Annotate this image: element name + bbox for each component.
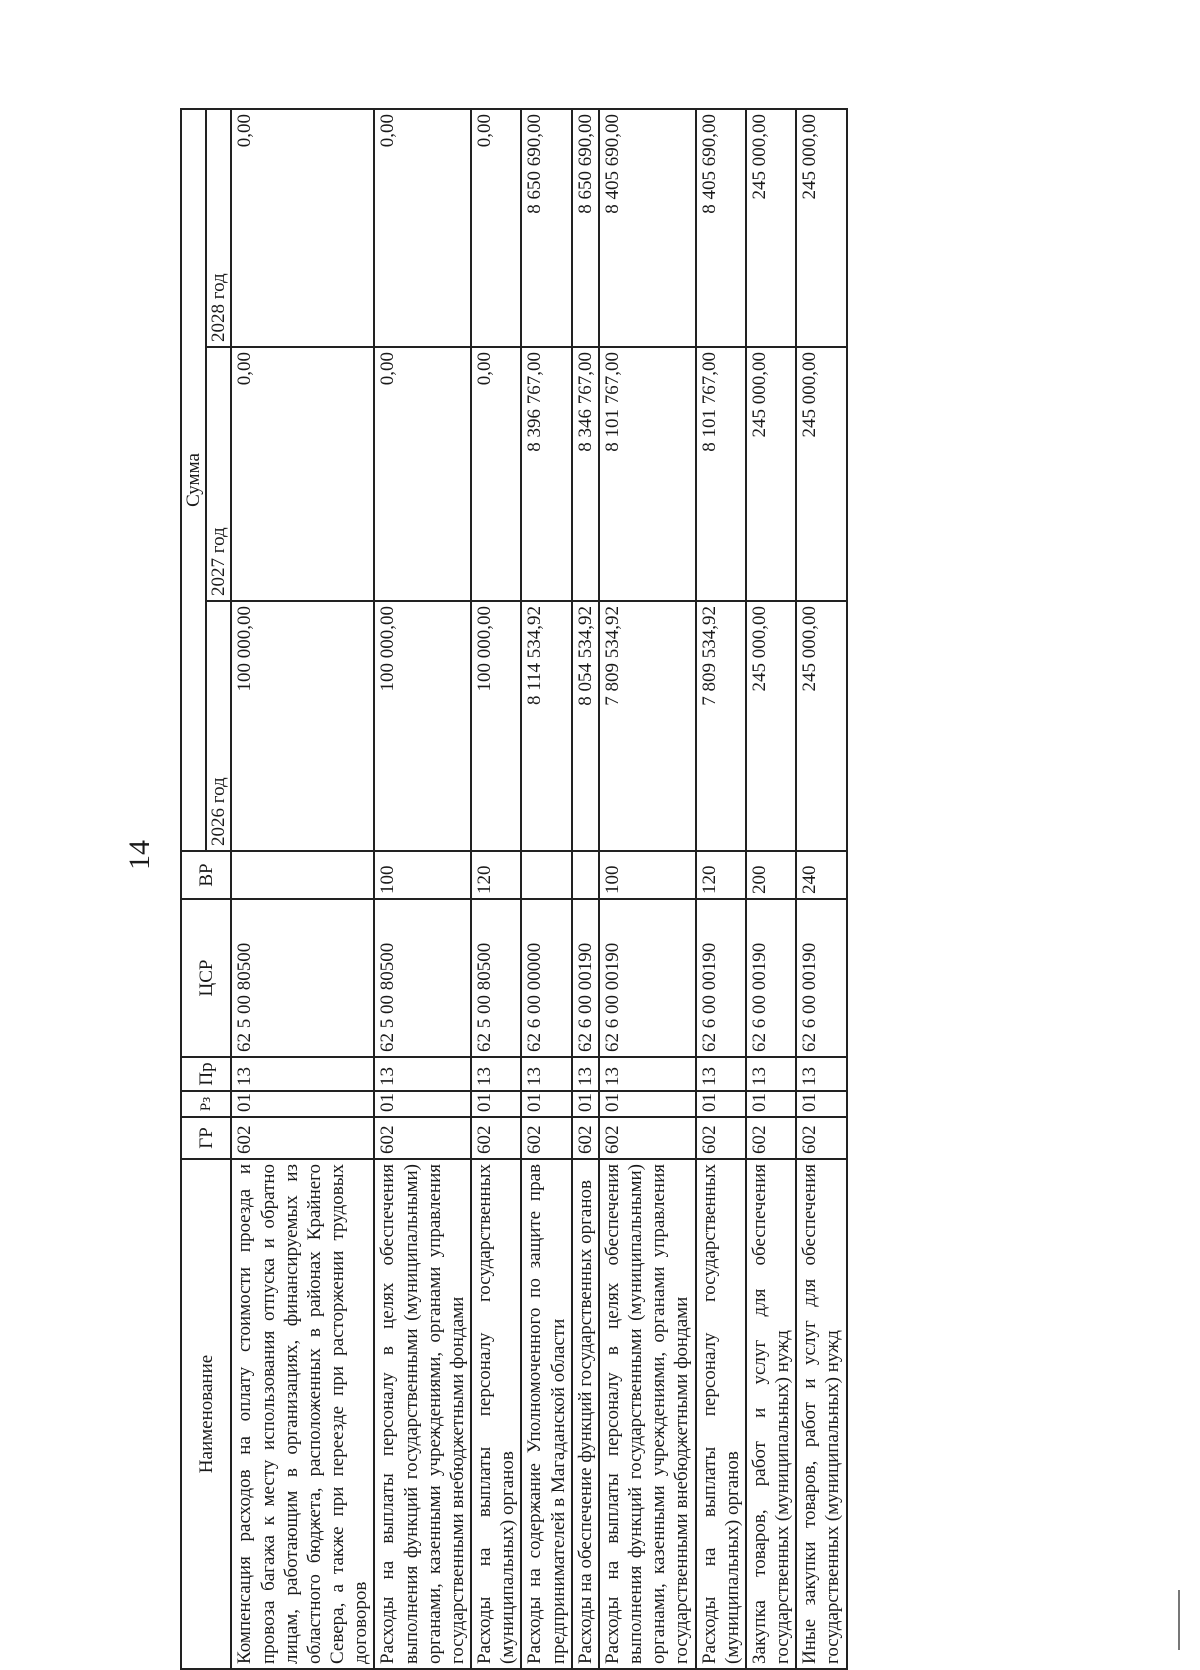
row-sum-2026: 100 000,00 [471, 601, 521, 851]
row-sum-2028: 0,00 [374, 109, 471, 347]
row-vr [572, 851, 599, 899]
table-row [696, 109, 746, 1669]
row-csr: 62 6 00 00190 [696, 899, 746, 1057]
row-pr: 13 [746, 1057, 796, 1091]
row-gr: 602 [746, 1117, 796, 1159]
row-gr: 602 [696, 1117, 746, 1159]
header-rz: Рз [181, 1091, 231, 1117]
row-sum-2027: 8 101 767,00 [599, 347, 696, 601]
row-pr: 13 [696, 1057, 746, 1091]
row-vr: 120 [471, 851, 521, 899]
row-rz: 01 [521, 1091, 571, 1117]
row-sum-2028: 8 405 690,00 [599, 109, 696, 347]
header-pr: Пр [181, 1057, 231, 1091]
row-sum-2028: 8 650 690,00 [572, 109, 599, 347]
table-row [796, 109, 846, 1669]
row-name: Расходы на выплаты персоналу государственных (муниципальных) органов [696, 1159, 746, 1669]
header-row-1 [181, 109, 206, 1669]
row-name: Компенсация расходов на оплату стоимости проезда и провоза багажа к месту использования отпуска и обратно лицам, работающим в организациях, финансируемых из областного бюджета, расположенных в районах Крайнего Севера, а также при переезде при расторжении трудовых договоров [231, 1159, 374, 1669]
row-sum-2027: 245 000,00 [796, 347, 846, 601]
row-sum-2028: 8 405 690,00 [696, 109, 746, 347]
row-sum-2027: 0,00 [374, 347, 471, 601]
row-csr: 62 5 00 80500 [231, 899, 374, 1057]
row-sum-2028: 245 000,00 [746, 109, 796, 347]
row-sum-2027: 245 000,00 [746, 347, 796, 601]
header-name: Наименование [181, 1159, 231, 1669]
table-row [521, 109, 571, 1669]
row-csr: 62 6 00 00190 [796, 899, 846, 1057]
row-rz: 01 [374, 1091, 471, 1117]
header-year-2027: 2027 год [206, 347, 231, 601]
table-body [231, 109, 846, 1669]
header-year-2026: 2026 год [206, 601, 231, 851]
row-pr: 13 [231, 1057, 374, 1091]
table-row [572, 109, 599, 1669]
row-vr: 100 [599, 851, 696, 899]
row-rz: 01 [796, 1091, 846, 1117]
row-pr: 13 [374, 1057, 471, 1091]
table-row [374, 109, 471, 1669]
row-rz: 01 [696, 1091, 746, 1117]
header-vr: ВР [181, 851, 231, 899]
row-name: Расходы на выплаты персоналу государственных (муниципальных) органов [471, 1159, 521, 1669]
row-gr: 602 [599, 1117, 696, 1159]
row-pr: 13 [572, 1057, 599, 1091]
header-csr: ЦСР [181, 899, 231, 1057]
row-csr: 62 6 00 00190 [599, 899, 696, 1057]
row-name: Расходы на обеспечение функций государственных органов [572, 1159, 599, 1669]
table-row [471, 109, 521, 1669]
header-gr: ГР [181, 1117, 231, 1159]
row-pr: 13 [599, 1057, 696, 1091]
row-pr: 13 [796, 1057, 846, 1091]
row-sum-2027: 8 346 767,00 [572, 347, 599, 601]
row-csr: 62 6 00 00190 [572, 899, 599, 1057]
row-name: Расходы на выплаты персоналу в целях обеспечения выполнения функций государственными (муниципальными) органами, казенными учреждениями, органами управления государственными внебюджетными фондами [599, 1159, 696, 1669]
row-rz: 01 [599, 1091, 696, 1117]
rotated-table-container [180, 110, 1010, 1670]
row-rz: 01 [471, 1091, 521, 1117]
row-csr: 62 6 00 00190 [746, 899, 796, 1057]
row-name: Расходы на содержание Уполномоченного по защите прав предпринимателей в Магаданской области [521, 1159, 571, 1669]
row-sum-2028: 8 650 690,00 [521, 109, 571, 347]
row-sum-2028: 245 000,00 [796, 109, 846, 347]
row-vr: 200 [746, 851, 796, 899]
row-gr: 602 [374, 1117, 471, 1159]
row-csr: 62 6 00 00000 [521, 899, 571, 1057]
scan-mark [1178, 1590, 1180, 1650]
row-gr: 602 [521, 1117, 571, 1159]
row-csr: 62 5 00 80500 [374, 899, 471, 1057]
row-gr: 602 [572, 1117, 599, 1159]
row-sum-2027: 0,00 [231, 347, 374, 601]
row-sum-2026: 8 054 534,92 [572, 601, 599, 851]
row-pr: 13 [471, 1057, 521, 1091]
row-vr [231, 851, 374, 899]
row-sum-2026: 8 114 534,92 [521, 601, 571, 851]
row-sum-2026: 100 000,00 [231, 601, 374, 851]
row-rz: 01 [572, 1091, 599, 1117]
row-vr: 240 [796, 851, 846, 899]
table-row [599, 109, 696, 1669]
row-vr [521, 851, 571, 899]
header-sum: Сумма [181, 109, 206, 851]
row-gr: 602 [231, 1117, 374, 1159]
row-sum-2027: 8 101 767,00 [696, 347, 746, 601]
table-row [231, 109, 374, 1669]
table-row [746, 109, 796, 1669]
row-name: Закупка товаров, работ и услуг для обеспечения государственных (муниципальных) нужд [746, 1159, 796, 1669]
row-rz: 01 [746, 1091, 796, 1117]
row-sum-2028: 0,00 [471, 109, 521, 347]
row-sum-2026: 7 809 534,92 [599, 601, 696, 851]
row-rz: 01 [231, 1091, 374, 1117]
row-name: Расходы на выплаты персоналу в целях обеспечения выполнения функций государственными (муниципальными) органами, казенными учреждениями, органами управления государственными внебюджетными фондами [374, 1159, 471, 1669]
row-gr: 602 [796, 1117, 846, 1159]
row-sum-2027: 8 396 767,00 [521, 347, 571, 601]
row-pr: 13 [521, 1057, 571, 1091]
row-gr: 602 [471, 1117, 521, 1159]
row-sum-2027: 0,00 [471, 347, 521, 601]
header-year-2028: 2028 год [206, 109, 231, 347]
row-vr: 100 [374, 851, 471, 899]
row-name: Иные закупки товаров, работ и услуг для обеспечения государственных (муниципальных) нужд [796, 1159, 846, 1669]
row-csr: 62 5 00 80500 [471, 899, 521, 1057]
row-sum-2026: 245 000,00 [746, 601, 796, 851]
row-vr: 120 [696, 851, 746, 899]
budget-table [180, 108, 848, 1670]
row-sum-2026: 245 000,00 [796, 601, 846, 851]
row-sum-2026: 7 809 534,92 [696, 601, 746, 851]
row-sum-2026: 100 000,00 [374, 601, 471, 851]
page-number: 14 [123, 840, 156, 870]
row-sum-2028: 0,00 [231, 109, 374, 347]
